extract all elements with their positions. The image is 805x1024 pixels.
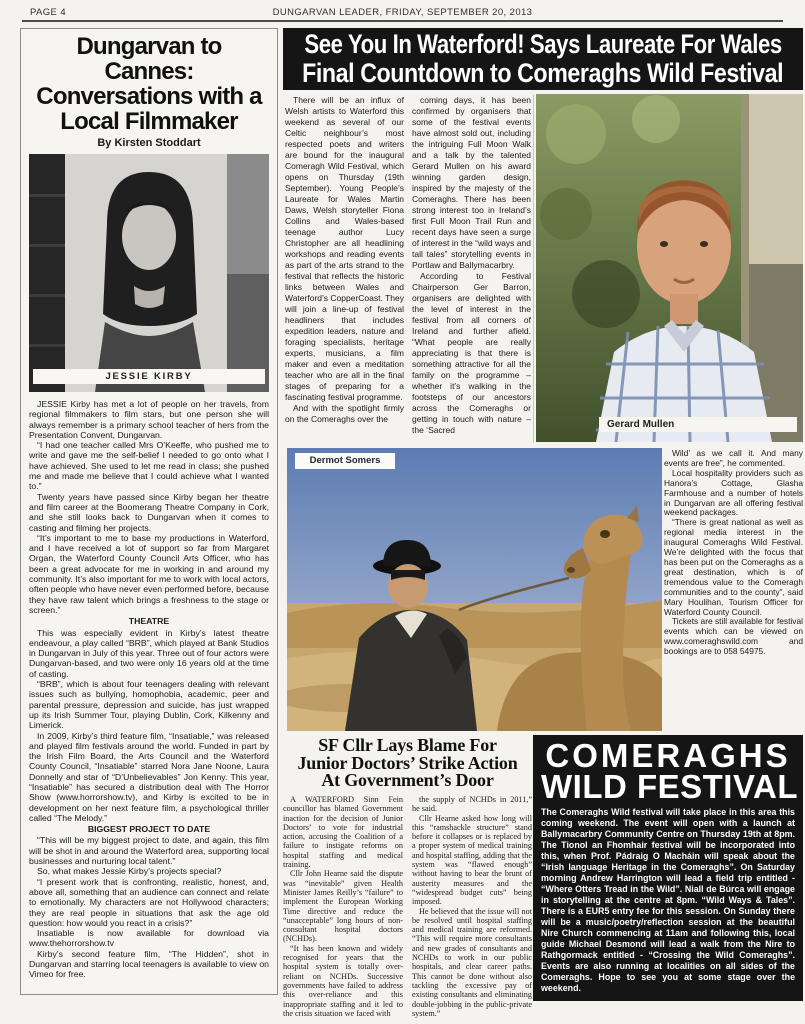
paragraph: Insatiable is now available for download via www.thehorrorshow.tv xyxy=(29,928,269,949)
paragraph: According to Festival Chairperson Ger Barron, organisers are delighted with the level of interest in the festival from all corners of Ireland and further afield. “What people are really appreciating is that there is something attractive for all the family on the programme – whether it’s walking in the footsteps of our ancestors across the Comeraghs or getting in touch with nature – the ‘Sacred xyxy=(412,271,531,435)
jessie-kirby-caption: JESSIE KIRBY xyxy=(33,369,265,384)
sf-cllr-col1 xyxy=(283,795,403,1023)
paragraph: “This will be my biggest project to date, and again, this film will be shot in and around the Waterford area, supporting local businesses and nurturing local talent.” xyxy=(29,835,269,867)
sf-cllr-article xyxy=(283,737,532,1024)
paragraph: Wild’ as we call it. And many events are free”, he commented. xyxy=(664,449,803,468)
byline: By Kirsten Stoddart xyxy=(97,137,201,149)
paragraph: Kirby’s second feature film, “The Hidden”, shot in Dungarvan and starring local teenagers is available to view on Vimeo for free. xyxy=(29,948,269,980)
paragraph: “I present work that is confronting, realistic, honest, and, above all, something that an audience can connect and relate to emotionally. My characters are not Hollywood characters; they are real people in situations that ask the age old question: how would you react in a crisis?” xyxy=(29,876,269,928)
festival-article-col1 xyxy=(285,95,404,447)
festival-article-col2 xyxy=(412,95,531,447)
festival-box-title-line-2: WILD FESTIVAL xyxy=(541,768,799,805)
paragraph: Cllr John Hearne said the dispute was “inevitable” given Health Minister James Reilly’s “failure” to implement the European Working Time directive and reduce the “unacceptable” long hours of non-consultant hospital doctors (NCHDs). xyxy=(283,869,403,944)
paragraph: This was especially evident in Kirby’s latest theatre endeavour, a play called “BRB”, which played at Bank Studios in Dungarvan in July of this year. Three out of four actors were Dungarvan-based, and two were only 16 years old at the time of casting. xyxy=(29,627,269,679)
paragraph: Cllr Hearne asked how long will this “ramshackle structure” stand before it collapses or is replaced by a proper system of medical training and hospital staffing, adding that the system was “flawed enough” without having to bear the brunt of austerity measures and the “widespread budget cuts” being imposed. xyxy=(412,813,532,907)
festival-banner-headline xyxy=(283,28,803,90)
paragraph: “BRB”, which is about four teenagers dealing with relevant issues such as bullying, homophobia, academic, peer and parental pressure, depression and suicide, has just wrapped up its Irish Summer Tour, playing Dublin, Cork, Kilkenny and Limerick. xyxy=(29,679,269,731)
paragraph: A WATERFORD Sinn Fein councillor has blamed Government inaction for the decision of Junior Doctors’ to vote for industrial action, accusing the Coalition of a failure to instigate reforms on hospital staffing and medical training. xyxy=(283,795,403,870)
festival-box-body: The Comeraghs Wild festival will take place in this area this coming weekend. The event will open with a launch at Ballymacarbry Community Centre on Thursday 19th at 8pm. The Tionol an Fhomhair festival will be incorporated into this, when Prof. Pádraig O Macháin will speak about the “Irish language Heritage in the Comeraghs”. On Saturday morning Andrew Harrington will lead a field trip entitled - “Where Otters Tread in the Wild”. Niall de Búrca will engage in storytelling at the centre at 8pm. “Wild Ways & Tales”. There is a EUR5 entry fee for this session. On Sunday there will be a music/poetry/reflection session at the beautiful Nire Church commencing at 11am and following this, local guide Michael Desmond will lead a walk from the Nire to Rathgormack entitled - “Crossing the Wild Comeraghs”. Events are also running at localities on all sides of the Comeraghs. Hope to see you at some stage over the weekend. xyxy=(541,807,795,993)
gerard-mullen-caption: Gerard Mullen xyxy=(599,417,797,432)
paragraph: In 2009, Kirby’s third feature film, “Insatiable,” was released and played film festivals around the world. Funded in part by the Irish Film Board, the Arts Council and the Waterford County Council, “Insatiable” starred Nora Jane Noone, Laura Donnelly and star of “D’Unbelievables” Jon Kenny. This year, “Insatiable” has secured a distribution deal with The Horror Show (www.horrorshow.tv), and Kirby is excited to be in development on her next feature film, a psychological thriller called “The Melody.” xyxy=(29,730,269,823)
banner-line-2: Final Countdown to Comeraghs Wild Festival xyxy=(302,58,784,88)
headline-line: Conversations with a xyxy=(36,83,262,110)
masthead: DUNGARVAN LEADER, FRIDAY, SEPTEMBER 20, 2013 xyxy=(272,7,533,18)
headline-line: Dungarvan to Cannes: xyxy=(76,33,222,85)
jessie-kirby-photo xyxy=(29,154,269,392)
column-rule xyxy=(533,95,534,443)
camel-photo-illustration xyxy=(287,448,662,731)
paragraph: “There is great national as well as regional media interest in the inaugural Comeraghs Wild Festival. We’re delighted with the focus that has been put on the Comeraghs as a great destination, which is of tremendous value to the Comeragh communities and to the county”, said Mary Houlihan, Tourism Officer for Waterford County Council. xyxy=(664,517,803,617)
paragraph: JESSIE Kirby has met a lot of people on her travels, from regional filmmakers to film stars, but one person she will always remember is a primary school teacher of hers from the Presentation Convent, Dungarvan. xyxy=(29,399,269,440)
filmmaker-article xyxy=(20,28,278,995)
filmmaker-body xyxy=(29,399,269,1007)
page-number: PAGE 4 xyxy=(30,7,67,18)
filmmaker-headline xyxy=(29,34,269,134)
paragraph: So, what makes Jessie Kirby’s projects special? xyxy=(37,866,222,877)
headline-line: Local Filmmaker xyxy=(60,108,238,135)
paragraph: “It has been known and widely recognised for years that the hospital system is totally over-reliant on NCHDs. Successive governments have failed to address this over-reliance and this inappropriate staffing and it led to the crisis situation we faced with xyxy=(283,943,403,1018)
paragraph: Twenty years have passed since Kirby began her theatre and film career at the Boomerang Theatre Company in Cork, and she still looks back to Dungarvan when it comes to casting and filming her projects. xyxy=(29,491,269,533)
paragraph: “It’s important to me to base my productions in Waterford, and I have received a lot of support so far from Margaret Organ, the Waterford County Council Arts Officer, who has been a great advocate for me in working in and around my community. It’s also important for me to work with local actors, often people who have never even performed before, because they have raw talent which brings a freshness to the stage or screen.” xyxy=(29,532,269,615)
sf-cllr-headline xyxy=(283,737,532,790)
headline-line: SF Cllr Lays Blame For xyxy=(318,735,497,755)
festival-article-col3 xyxy=(664,449,803,717)
paragraph: Tickets are still available for festival events which can be viewed on www.comeraghswild.com and bookings are to 058 54975. xyxy=(664,616,803,657)
banner-line-1: See You In Waterford! Says Laureate For Wales xyxy=(304,29,782,59)
paragraph: the supply of NCHDs in 2011,” he said. xyxy=(412,795,532,814)
paragraph: And with the spotlight firmly on the Comeraghs over the xyxy=(285,403,404,424)
paragraph: He believed that the issue will not be resolved until hospital staffing and medical training are reformed. “This will require more consultants and new grades of consultants and NCHDs to work in our public hospitals, and clear career paths. This cannot be done without also tackling the excessive pay of existing consultants and eliminating double-jobbing in the public-private system.” xyxy=(412,906,532,1018)
paragraph: Local hospitality providers such as Hanora’s Cottage, Glasha Farmhouse and a number of hotels in Dungarvan are all offering festival weekend packages. xyxy=(664,467,803,518)
gerard-mullen-photo-illustration xyxy=(536,94,803,442)
jessie-kirby-photo-illustration xyxy=(29,154,269,392)
sf-cllr-col2 xyxy=(412,795,532,1023)
headline-line: Junior Doctors’ Strike Action xyxy=(297,752,518,773)
subhead-biggest-project: BIGGEST PROJECT TO DATE xyxy=(87,824,211,835)
gerard-mullen-photo xyxy=(536,94,803,442)
paragraph: There will be an influx of Welsh artists to Waterford this weekend as several of our Celtic neighbour’s most respected poets and writers are bound for the inaugural Comeragh Wild Festival, which opens on Thursday (19th September). Young People’s Laureate for Wales Martin Daws, Welsh storyteller Fiona Collins and Wales-based teenage author Lucy Christopher are all headlining workshops and reading events as part of the arts strand to the festival that reflects the historic links between Wales and Waterford’s CopperCoast. They will join a line-up of festival headliners that includes expedition leaders, nature and foraging specialists, heritage experts, musicians, a film maker and even a meditation teacher who are all in the final stages of preparing for a fascinating festival programme. xyxy=(285,95,404,402)
dermot-somers-camel-photo xyxy=(287,448,662,731)
paragraph: coming days, it has been confirmed by organisers that some of the festival events have almost sold out, including the intriguing Full Moon Walk and a talk by the talented Gerard Mullen on his award winning garden design, inspired by the majesty of the Comeraghs. There has been strong interest too in Ireland’s first Full Moon Trail Run and recent days have seen a surge of interest in the “wild ways and tall tales” storytelling events in Portlaw and Ballymacarbry. xyxy=(412,95,531,270)
subhead-theatre: THEATRE xyxy=(128,616,170,627)
festival-box-title-line-1: COMERAGHS xyxy=(545,737,791,774)
comeraghs-festival-box xyxy=(533,735,803,1001)
dermot-somers-label: Dermot Somers xyxy=(295,453,395,469)
paragraph: “I had one teacher called Mrs O’Keeffe, who pushed me to write and gave me the self-belief I needed to go onto what I have achieved. She used to let me read in class; she pushed me and made me believe that I could achieve what I wanted to.” xyxy=(29,440,269,492)
header-rule xyxy=(22,20,783,22)
headline-line: At Government’s Door xyxy=(321,770,494,790)
